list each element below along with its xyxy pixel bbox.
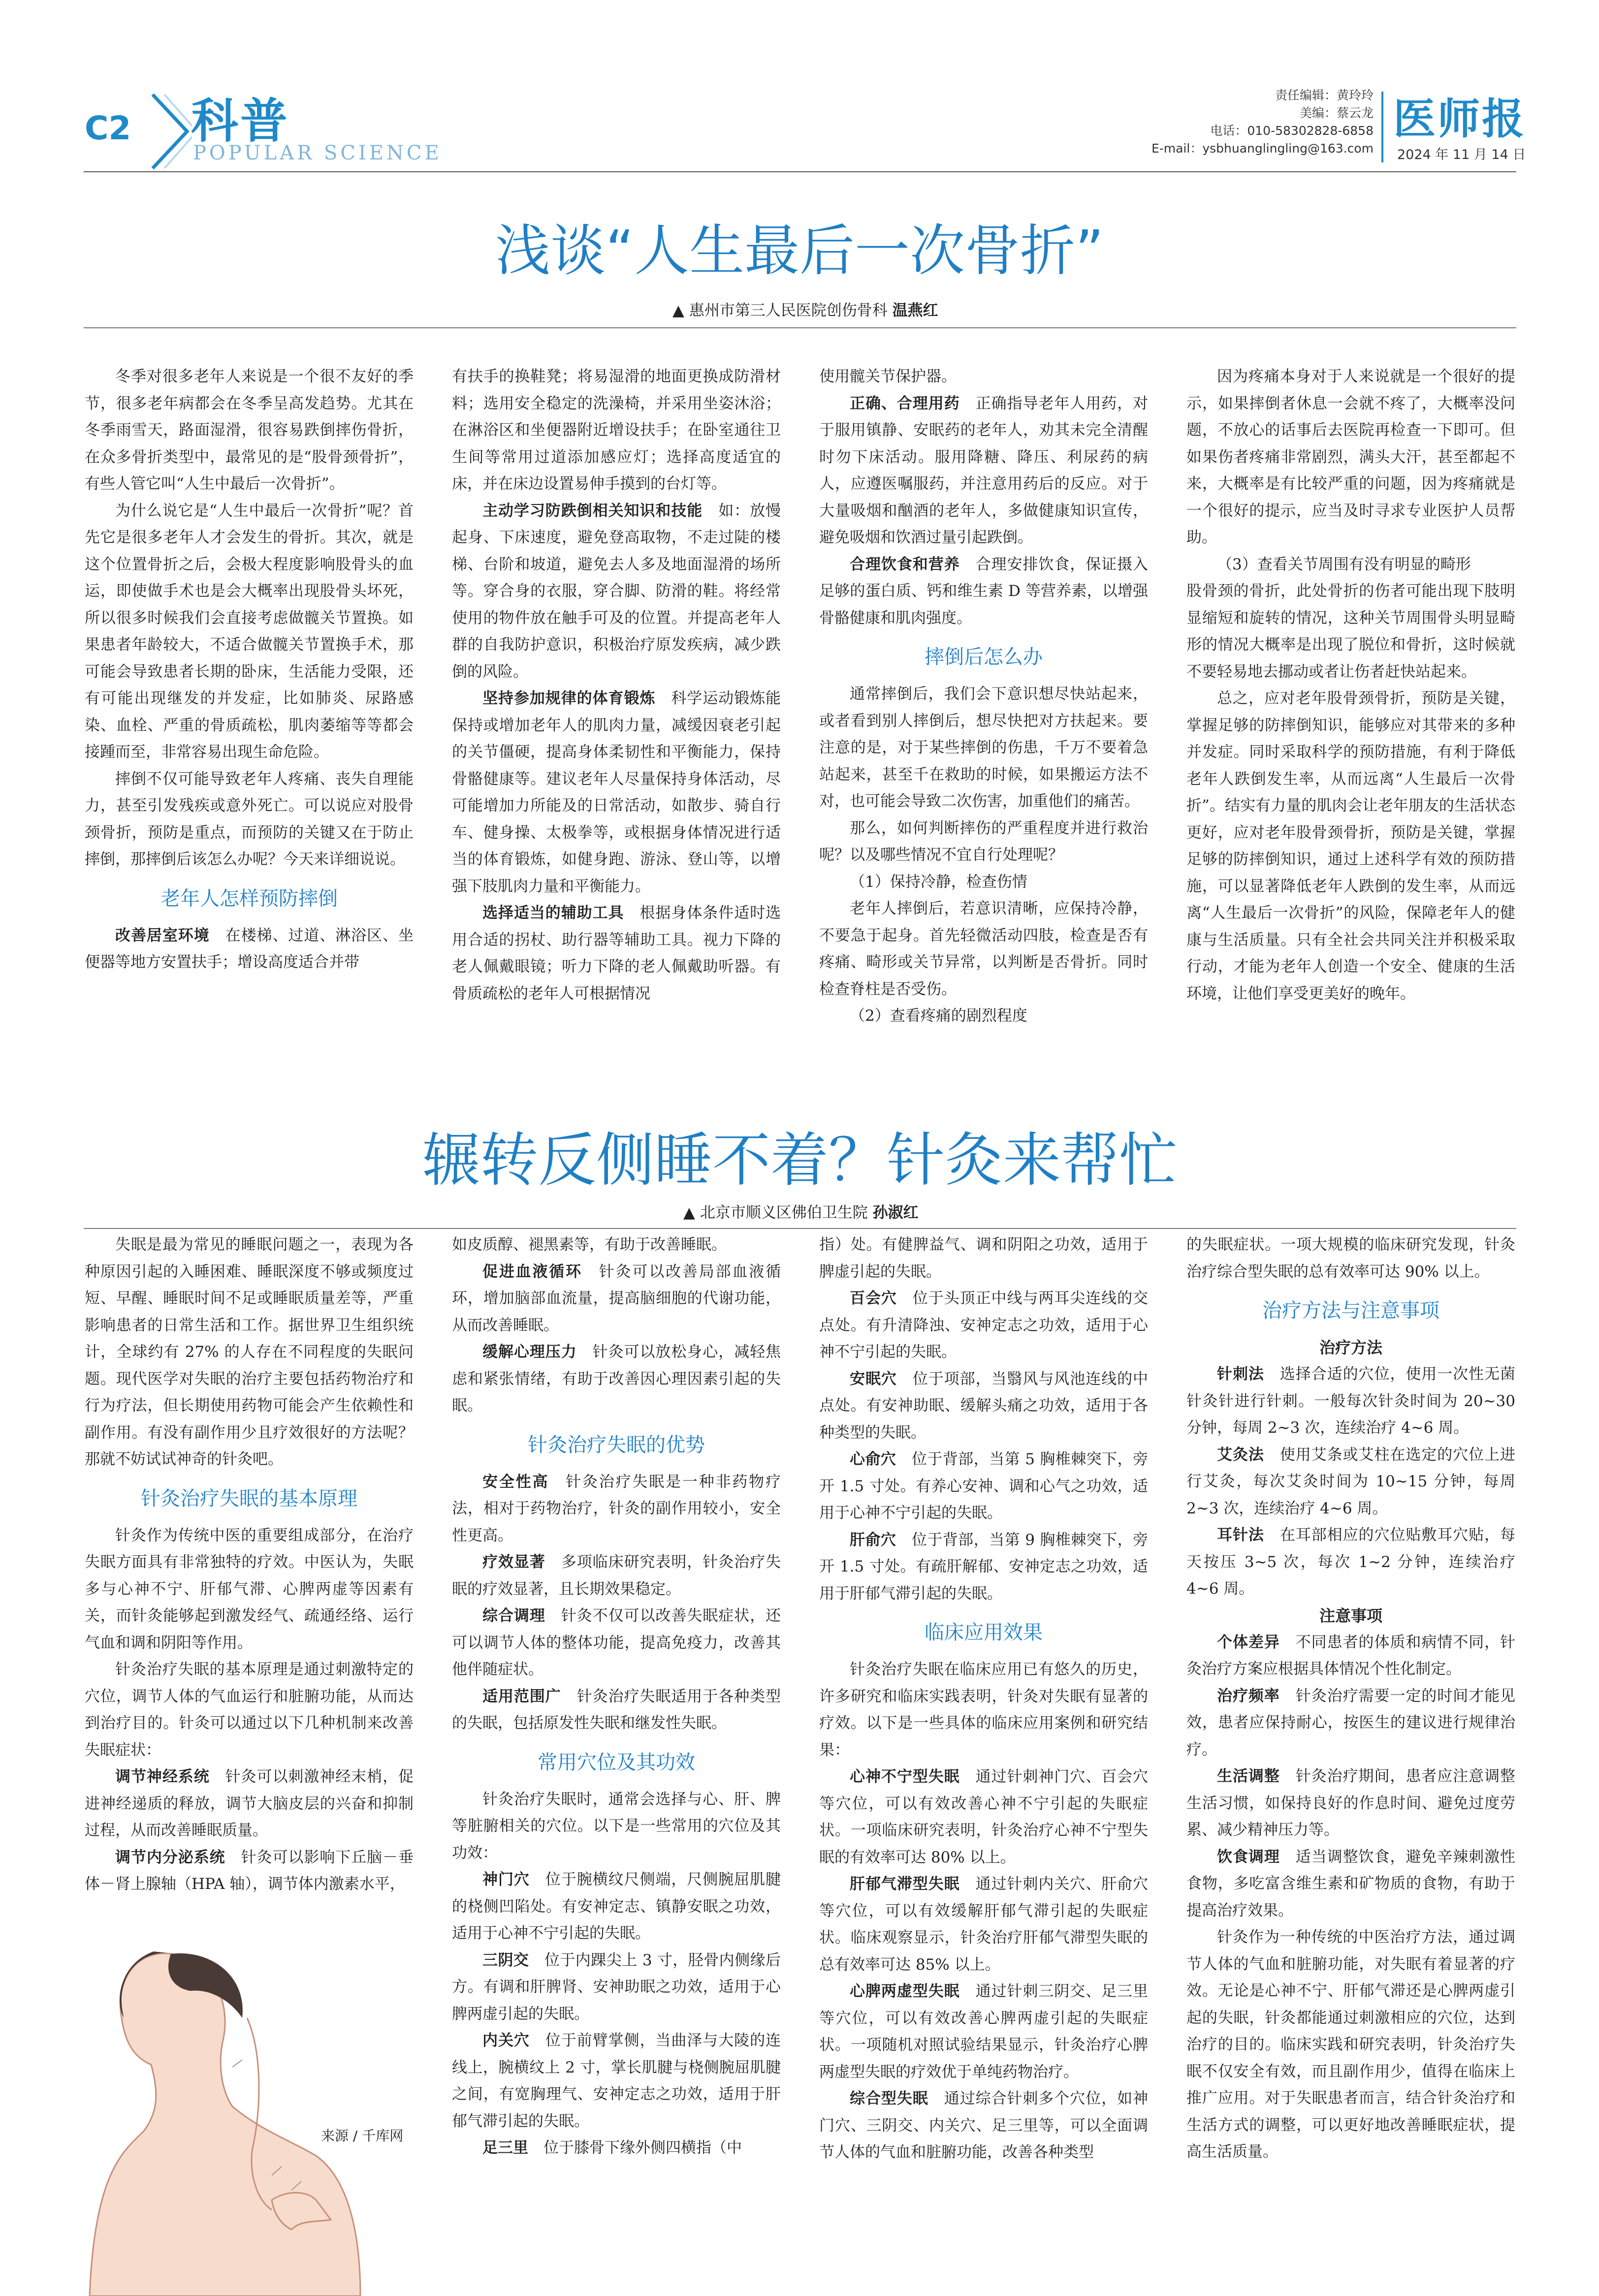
credit-line: 美编：蔡云龙 (1299, 106, 1374, 120)
article1-column (1186, 363, 1515, 1007)
paragraph: （3）查看关节周围有没有明显的畸形 (1217, 555, 1471, 573)
paragraph-text: 位于前臂掌侧，当曲泽与大陵的连线上，腕横纹上 2 寸，掌长肌腱与桡侧腕屈肌腱之间，有宽胸理气、安神定志之功效，适用于肝郁气滞引起的失眠。 (452, 2032, 781, 2130)
run-in-heading: 改善居室环境 (115, 926, 210, 944)
paragraph: 失眠是最为常见的睡眠问题之一，表现为各种原因引起的入睡困难、睡眠深度不够或频度过短、早醒、睡眠时间不足或睡眠质量差等，严重影响患者的日常生活和工作。据世界卫生组织统计，全球约有 27% 的人存在不同程度的失眠问题。现代医学对失眠的治疗主要包括药物治疗和行为疗法，但长期使用药物可能会产生依赖性和副作用。有没有副作用少且疗效很好的方法呢？那就不妨试试神奇的针灸吧。 (85, 1236, 414, 1468)
run-in-heading: 调节内分泌系统 (115, 1848, 225, 1866)
article1-column (452, 363, 781, 1007)
paragraph (819, 390, 1148, 551)
paragraph-text: 位于背部，当第 5 胸椎棘突下，旁开 1.5 寸处。有养心安神、调和心气之功效，适用于心神不宁引起的失眠。 (819, 1450, 1149, 1522)
article2-byline (683, 1200, 919, 1222)
paragraph (819, 1763, 1148, 1871)
paragraph (452, 900, 781, 1007)
section-subtitle: POPULAR SCIENCE (193, 142, 442, 164)
paragraph (819, 2085, 1148, 2166)
paragraph-text: 位于头顶正中线与两耳尖连线的交点处。有升清降浊、安神定志之功效，适用于心神不宁引起的失眠。 (819, 1290, 1149, 1361)
paragraph-text: 科学运动锻炼能保持或增加老年人的肌肉力量，减缓因衰老引起的关节僵硬，提高身体柔韧性和平衡能力，保持骨骼健康等。建议老年人尽量保持身体活动，尽可能增加力所能及的日常活动，如散步、骑自行车、健身操、太极拳等，或根据身体情况进行适当的体育锻炼，如健身跑、游泳、登山等，以增强下肢肌肉力量和平衡能力。 (452, 690, 781, 895)
subheading: 摔倒后怎么办 (925, 646, 1043, 668)
run-in-heading: 适用范围广 (482, 1687, 561, 1705)
masthead-divider (1381, 92, 1383, 162)
byline-org: ▲ 北京市顺义区佛伯卫生院 (683, 1204, 868, 1222)
byline-org: ▲ 惠州市第三人民医院创伤骨科 (672, 302, 888, 319)
article1-title: 浅谈“人生最后一次骨折” (495, 219, 1104, 283)
paragraph (452, 1549, 781, 1603)
paragraph-text: 位于项部，当翳风与风池连线的中点处。有安神助眠、缓解头痛之功效，适用于各种类型的失眠。 (819, 1370, 1149, 1442)
subheading: 针灸治疗失眠的优势 (528, 1433, 705, 1456)
credit-line: E-mail：ysbhuanglingling@163.com (1151, 141, 1374, 156)
paragraph (819, 1527, 1148, 1607)
paragraph-text: 位于背部，当第 9 胸椎棘突下，旁开 1.5 寸处。有疏肝解郁、安神定志之功效，适用于肝郁气滞引起的失眠。 (819, 1531, 1149, 1603)
section-arrow-icon (148, 90, 192, 173)
paragraph-text: 通过针刺内关穴、肝俞穴等穴位，可以有效缓解肝郁气滞引起的失眠症状。临床观察显示，针灸治疗肝郁气滞型失眠的总有效率可达 85% 以上。 (819, 1875, 1149, 1974)
run-in-heading: 百会穴 (850, 1290, 897, 1307)
paragraph-text: 针灸治疗失眠适用于各种类型的失眠，包括原发性失眠和继发性失眠。 (452, 1687, 781, 1732)
paragraph (819, 1446, 1148, 1527)
subheading: 治疗方法与注意事项 (1262, 1299, 1439, 1322)
paragraph-text: 针灸治疗失眠是一种非药物疗法，相对于药物治疗，针灸的副作用较小，安全性更高。 (452, 1473, 781, 1544)
paragraph (85, 1763, 414, 1844)
paragraph-text: 合理安排饮食，保证摄入足够的蛋白质、钙和维生素 D 等营养素，以增强骨骼健康和肌肉强度。 (819, 555, 1149, 627)
run-in-heading: 综合型失眠 (850, 2090, 928, 2107)
run-in-heading: 心脾两虚型失眠 (850, 1982, 960, 2000)
paragraph-text: 正确指导老年人用药，对于服用镇静、安眠药的老年人，劝其未完全清醒时勿下床活动。服用降糖、降压、利尿药的病人，应遵医嘱服药，并注意用药后的反应。对于大量吸烟和酗酒的老年人，多做健康知识宣传，避免吸烟和饮酒过量引起跌倒。 (819, 394, 1149, 546)
byline-author: 孙淑红 (872, 1204, 919, 1222)
article2-column (452, 1231, 781, 2162)
run-in-heading: 针刺法 (1217, 1365, 1264, 1383)
paragraph (452, 498, 781, 686)
article2-column (819, 1231, 1148, 2166)
masthead-rule (84, 171, 1516, 172)
run-in-heading: 合理饮食和营养 (850, 555, 960, 573)
paragraph: 针灸作为传统中医的重要组成部分，在治疗失眠方面具有非常独特的疗效。中医认为，失眠多与心神不宁、肝郁气滞、心脾两虚等因素有关，而针灸能够起到激发经气、疏通经络、运行气血和调和阴阳等作用。 (85, 1526, 414, 1652)
subheading: 针灸治疗失眠的基本原理 (141, 1487, 357, 1510)
paragraph (452, 685, 781, 900)
run-in-heading: 心俞穴 (850, 1450, 896, 1468)
paragraph-text: 针灸可以刺激神经末梢，促进神经递质的释放，调节大脑皮层的兴奋和抑制过程，从而改善睡眠质量。 (85, 1768, 414, 1839)
section-code: C2 (85, 109, 131, 147)
paragraph-text: 针灸不仅可以改善失眠症状，还可以调节人体的整体功能，提高免疫力，改善其他伴随症状。 (452, 1607, 781, 1678)
acupuncture-illustration (85, 1944, 380, 2296)
article1-rule (84, 327, 1516, 328)
run-in-heading: 艾灸法 (1217, 1446, 1264, 1464)
paragraph-text: 通过针刺神门穴、百会穴等穴位，可以有效改善心神不宁引起的失眠症状。一项临床研究表明，针灸治疗心神不宁型失眠的有效率可达 80% 以上。 (819, 1768, 1149, 1866)
byline-author: 温燕红 (892, 302, 938, 319)
article2-title: 辗转反侧睡不着？针灸来帮忙 (421, 1126, 1177, 1194)
paragraph-text: 针灸可以影响下丘脑－垂体－肾上腺轴（HPA 轴），调节体内激素水平， (85, 1848, 414, 1893)
run-in-heading: 肝俞穴 (850, 1531, 896, 1549)
paragraph (85, 1844, 414, 1898)
paragraph: 冬季对很多老年人来说是一个很不友好的季节，很多老年病都会在冬季呈高发趋势。尤其在冬季雨雪天，路面湿滑，很容易跌倒摔伤骨折，在众多骨折类型中，最常见的是“股骨颈骨折”，有些人管它叫“人生中最后一次骨折”。 (85, 368, 414, 493)
minor-heading: 治疗方法 (1319, 1338, 1382, 1357)
run-in-heading: 综合调理 (482, 1607, 545, 1625)
paragraph: 针灸治疗失眠时，通常会选择与心、肝、脾等脏腑相关的穴位。以下是一些常用的穴位及其功效： (452, 1790, 781, 1862)
paragraph-text: 通过针刺三阴交、足三里等穴位，可以有效改善心脾两虚引起的失眠症状。一项随机对照试验结果显示，针灸治疗心脾两虚型失眠的疗效优于单纯药物治疗。 (819, 1982, 1149, 2081)
paragraph-text: 使用艾条或艾柱在选定的穴位上进行艾灸，每次艾灸时间为 10~15 分钟，每周 2~3 次，连续治疗 4~6 周。 (1186, 1446, 1516, 1517)
paragraph (452, 1866, 781, 1947)
image-credit: 来源 / 千库网 (321, 2128, 404, 2144)
paragraph-text: 位于内踝尖上 3 寸，胫骨内侧缘后方。有调和肝脾肾、安神助眠之功效，适用于心脾两虚引起的失眠。 (452, 1951, 781, 2023)
section-title: 科普 (191, 94, 289, 149)
paragraph (452, 1339, 781, 1419)
paragraph-continued: 的失眠症状。一项大规模的临床研究发现，针灸治疗综合型失眠的总有效率可达 90% 以上。 (1186, 1236, 1515, 1281)
run-in-heading: 三阴交 (482, 1951, 529, 1969)
run-in-heading: 促进血液循环 (482, 1262, 582, 1281)
subheading: 临床应用效果 (925, 1621, 1043, 1644)
run-in-heading: 主动学习防跌倒相关知识和技能 (482, 502, 703, 520)
run-in-heading: 耳针法 (1217, 1526, 1264, 1544)
paragraph (1186, 1844, 1515, 1924)
paragraph (452, 1258, 781, 1339)
paragraph (452, 1603, 781, 1683)
paper-name-logo: 医师报 (1393, 94, 1526, 144)
paragraph-continued: 股骨颈的骨折，此处骨折的伤者可能出现下肢明显缩短和旋转的情况，这种关节周围骨头明显畸形的情况大概率是出现了脱位和骨折，这时候就不要轻易地去挪动或者让伤者赶快站起来。 (1186, 582, 1515, 681)
paragraph-text: 针灸可以改善局部血液循环，增加脑部血流量，提高脑细胞的代谢功能，从而改善睡眠。 (452, 1262, 781, 1334)
run-in-heading: 个体差异 (1217, 1633, 1280, 1651)
paragraph (819, 1366, 1148, 1447)
paragraph-continued: 指）处。有健脾益气、调和阴阳之功效，适用于脾虚引起的失眠。 (819, 1236, 1148, 1281)
article1-byline (672, 298, 938, 320)
paragraph: 为什么说它是“人生中最后一次骨折”呢？首先它是很多老年人才会发生的骨折。其次，就是这个位置骨折之后，会极大程度影响股骨头的血运，即使做手术也是会大概率出现股骨头坏死，所以很多时候我们会直接考虑做髋关节置换。如果患者年龄较大，不适合做髋关节置换手术，那可能会导致患者长期的卧床，生活能力受限，还有可能出现继发的并发症，比如肺炎、尿路感染、血栓、严重的骨质疏松，肌肉萎缩等等都会接踵而至，非常容易出现生命危险。 (85, 502, 414, 761)
editor-credits (1151, 87, 1374, 157)
paragraph (1186, 1361, 1515, 1442)
paragraph-text: 不同患者的体质和病情不同，针灸治疗方案应根据具体情况个性化制定。 (1186, 1633, 1516, 1678)
run-in-heading: 选择适当的辅助工具 (482, 904, 624, 922)
run-in-heading: 正确、合理用药 (850, 394, 960, 412)
paragraph-text: 在耳部相应的穴位贴敷耳穴贴，每天按压 3~5 次，每次 1~2 分钟，连续治疗 4~6 周。 (1186, 1526, 1516, 1598)
run-in-heading: 饮食调理 (1217, 1848, 1280, 1866)
paragraph: （2）查看疼痛的剧烈程度 (850, 1007, 1027, 1025)
paragraph: 摔倒不仅可能导致老年人疼痛、丧失自理能力，甚至引发残疾或意外死亡。可以说应对股骨颈骨折，预防是重点，而预防的关键又在于防止摔倒，那摔倒后该怎么办呢？今天来详细说说。 (85, 770, 414, 868)
run-in-heading: 足三里 (482, 2139, 528, 2157)
paragraph (1186, 1522, 1515, 1603)
run-in-heading: 肝郁气滞型失眠 (850, 1875, 960, 1893)
paragraph (452, 2027, 781, 2135)
paragraph: 总之，应对老年股骨颈骨折，预防是关键，掌握足够的防摔倒知识，能够应对其带来的多种并发症。同时采取科学的预防措施，有利于降低老年人跌倒发生率，从而远离“人生最后一次骨折”。结实有力量的肌肉会让老年朋友的生活状态更好，应对老年股骨颈骨折，预防是关键，掌握足够的防摔倒知识，通过上述科学有效的预防措施，可以显著降低老年人跌倒的发生率，从而远离“人生最后一次骨折”的风险，保障老年人的健康与生活质量。只有全社会共同关注并积极采取行动，才能为老年人创造一个安全、健康的生活环境，让他们享受更美好的晚年。 (1186, 690, 1515, 1003)
paragraph: 针灸治疗失眠在临床应用已有悠久的历史，许多研究和临床实践表明，针灸对失眠有显著的疗效。以下是一些具体的临床应用案例和研究结果： (819, 1661, 1148, 1759)
paragraph-text: 如：放慢起身、下床速度，避免登高取物，不走过陡的楼梯、台阶和坡道，避免去人多及地面湿滑的场所等。穿合身的衣服，穿合脚、防滑的鞋。将经常使用的物件放在触手可及的位置。并提高老年人群的自我防护意识，积极治疗原发疾病，减少跌倒的风险。 (452, 502, 781, 681)
run-in-heading: 疗效显著 (482, 1553, 545, 1571)
paragraph-text: 位于膝骨下缘外侧四横指（中 (544, 2139, 742, 2157)
run-in-heading: 调节神经系统 (115, 1768, 210, 1786)
paragraph (1186, 1442, 1515, 1522)
paragraph-continued: 使用髋关节保护器。 (819, 368, 957, 385)
article1-column (819, 363, 1148, 1030)
paragraph (819, 1978, 1148, 2085)
paragraph: （1）保持冷静，检查伤情 (850, 873, 1027, 891)
paragraph: 针灸作为一种传统的中医治疗方法，通过调节人体的气血和脏腑功能，对失眠有着显著的疗效。无论是心神不宁、肝郁气滞还是心脾两虚引起的失眠，针灸都能通过刺激相应的穴位，达到治疗的目的。临床实践和研究表明，针灸治疗失眠不仅安全有效，而且副作用少，值得在临床上推广应用。对于失眠患者而言，结合针灸治疗和生活方式的调整，可以更好地改善睡眠症状，提高生活质量。 (1186, 1928, 1515, 2161)
run-in-heading: 缓解心理压力 (482, 1343, 577, 1361)
paragraph: 那么，如何判断摔伤的严重程度并进行救治呢？以及哪些情况不宜自行处理呢？ (819, 819, 1148, 864)
paragraph-text: 针灸治疗期间，患者应注意调整生活习惯，如保持良好的作息时间、避免过度劳累、减少精神压力等。 (1186, 1767, 1516, 1839)
paragraph-text: 在楼梯、过道、淋浴区、坐便器等地方安置扶手；增设高度适合并带 (85, 926, 414, 971)
article1-column (85, 363, 414, 976)
paragraph-text: 针灸治疗需要一定的时间才能见效，患者应保持耐心，按医生的建议进行规律治疗。 (1186, 1687, 1516, 1759)
paragraph-text: 通过综合针刺多个穴位，如神门穴、三阴交、内关穴、足三里等，可以全面调节人体的气血和脏腑功能，改善各种类型 (819, 2090, 1149, 2161)
paragraph: 老年人摔倒后，若意识清晰，应保持冷静，不要急于起身。首先轻微活动四肢，检查是否有疼痛、畸形或关节异常，以判断是否骨折。同时检查脊柱是否受伤。 (819, 900, 1148, 998)
paragraph-text: 多项临床研究表明，针灸治疗失眠的疗效显著，且长期效果稳定。 (452, 1553, 781, 1598)
run-in-heading: 安眠穴 (850, 1370, 897, 1388)
paragraph (452, 1683, 781, 1737)
paragraph-continued: 如皮质醇、褪黑素等，有助于改善睡眠。 (452, 1236, 727, 1254)
subheading: 老年人怎样预防摔倒 (160, 887, 338, 910)
paragraph (819, 1871, 1148, 1978)
article2-rule (84, 1228, 1516, 1229)
paragraph (819, 551, 1148, 632)
article2-column (1186, 1231, 1515, 2166)
run-in-heading: 内关穴 (482, 2032, 530, 2049)
paragraph: 针灸治疗失眠的基本原理是通过刺激特定的穴位，调节人体的气血运行和脏腑功能，从而达到治疗目的。针灸可以通过以下几种机制来改善失眠症状： (85, 1661, 414, 1759)
run-in-heading: 心神不宁型失眠 (850, 1768, 960, 1786)
paragraph-text: 针灸可以放松身心，减轻焦虑和紧张情绪，有助于改善因心理因素引起的失眠。 (452, 1343, 781, 1415)
paragraph-text: 位于腕横纹尺侧端，尺侧腕屈肌腱的桡侧凹陷处。有安神定志、镇静安眠之功效，适用于心神不宁引起的失眠。 (452, 1871, 781, 1942)
credit-line: 责任编辑：黄玲玲 (1275, 88, 1374, 102)
paragraph: 通常摔倒后，我们会下意识想尽快站起来，或者看到别人摔倒后，想尽快把对方扶起来。要注意的是，对于某些摔倒的伤患，千万不要着急站起来，甚至千在救助的时候，如果搬运方法不对，也可能会导致二次伤害，加重他们的痛苦。 (819, 685, 1148, 810)
run-in-heading: 治疗频率 (1217, 1687, 1280, 1705)
issue-date: 2024 年 11 月 14 日 (1397, 147, 1526, 162)
paragraph (1186, 1763, 1515, 1844)
subheading: 常用穴位及其功效 (538, 1751, 695, 1774)
paragraph (85, 922, 414, 976)
paragraph-text: 选择合适的穴位，使用一次性无菌针灸针进行针刺。一般每次针灸时间为 20~30 分钟，每周 2~3 次，连续治疗 4~6 周。 (1186, 1365, 1516, 1437)
run-in-heading: 生活调整 (1217, 1767, 1280, 1785)
paragraph (1186, 1683, 1515, 1763)
paragraph (452, 1469, 781, 1549)
article2-column (85, 1231, 414, 1898)
paragraph-text: 适当调整饮食，避免辛辣刺激性食物，多吃富含维生素和矿物质的食物，有助于提高治疗效果。 (1186, 1848, 1516, 1919)
paragraph: 因为疼痛本身对于人来说就是一个很好的提示，如果摔倒者休息一会就不疼了，大概率没问题，不放心的话事后去医院再检查一下即可。但如果伤者疼痛非常剧烈，满头大汗，甚至都起不来，大概率是有比较严重的问题，因为疼痛就是一个很好的提示，应当及时寻求专业医护人员帮助。 (1186, 368, 1515, 546)
credit-line: 电话：010-58302828-6858 (1210, 124, 1374, 138)
paragraph (452, 2135, 781, 2162)
paragraph (819, 1285, 1148, 1366)
minor-heading: 注意事项 (1319, 1606, 1382, 1625)
paragraph-continued: 有扶手的换鞋凳；将易湿滑的地面更换成防滑材料；选用安全稳定的洗澡椅，并采用坐姿沐浴；在淋浴区和坐便器附近增设扶手；在卧室通往卫生间等常用过道添加感应灯；选择高度适宜的床，并在床边设置易伸手摸到的台灯等。 (452, 368, 781, 493)
paragraph-text: 根据身体条件适时选用合适的拐杖、助行器等辅助工具。视力下降的老人佩戴眼镜；听力下降的老人佩戴助听器。有骨质疏松的老年人可根据情况 (452, 904, 781, 1003)
run-in-heading: 安全性高 (482, 1473, 549, 1491)
run-in-heading: 神门穴 (482, 1871, 530, 1888)
paragraph (452, 1947, 781, 2028)
run-in-heading: 坚持参加规律的体育锻炼 (482, 690, 656, 707)
paragraph (1186, 1629, 1515, 1683)
